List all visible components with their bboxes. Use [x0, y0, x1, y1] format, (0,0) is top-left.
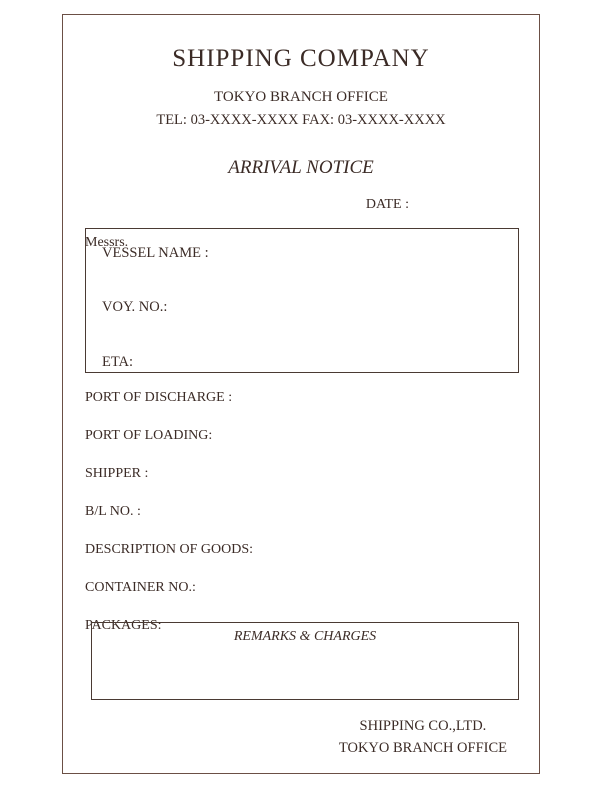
- date-label: DATE :: [365, 197, 409, 212]
- remarks-and-charges-box: [91, 622, 519, 700]
- eta-label: ETA:: [102, 354, 134, 370]
- field-description-of-goods: DESCRIPTION OF GOODS:: [85, 542, 254, 557]
- branch-office-name: TOKYO BRANCH OFFICE: [214, 89, 388, 105]
- field-bl-no: B/L NO. :: [85, 504, 141, 519]
- signature-company: SHIPPING CO.,LTD.: [359, 718, 487, 734]
- vessel-name-label: VESSEL NAME :: [102, 245, 209, 261]
- company-title: SHIPPING COMPANY: [172, 45, 430, 72]
- remarks-title: REMARKS & CHARGES: [233, 629, 377, 644]
- field-list: [85, 390, 525, 656]
- arrival-notice-sheet: [62, 14, 540, 774]
- vessel-info-box: [85, 228, 519, 373]
- signature-branch: TOKYO BRANCH OFFICE: [338, 740, 507, 756]
- contact-line: TEL: 03-XXXX-XXXX FAX: 03-XXXX-XXXX: [156, 112, 446, 128]
- field-shipper: SHIPPER :: [85, 466, 149, 481]
- field-packages: PACKAGES:: [85, 618, 162, 633]
- voyage-number-label: VOY. NO.:: [102, 299, 168, 315]
- document-type-title: ARRIVAL NOTICE: [228, 157, 374, 178]
- field-container-no: CONTAINER NO.:: [85, 580, 196, 595]
- messrs-label: Messrs.: [85, 235, 129, 250]
- field-port-of-discharge: PORT OF DISCHARGE :: [85, 390, 233, 405]
- field-port-of-loading: PORT OF LOADING:: [85, 428, 213, 443]
- signature-block: [339, 715, 507, 759]
